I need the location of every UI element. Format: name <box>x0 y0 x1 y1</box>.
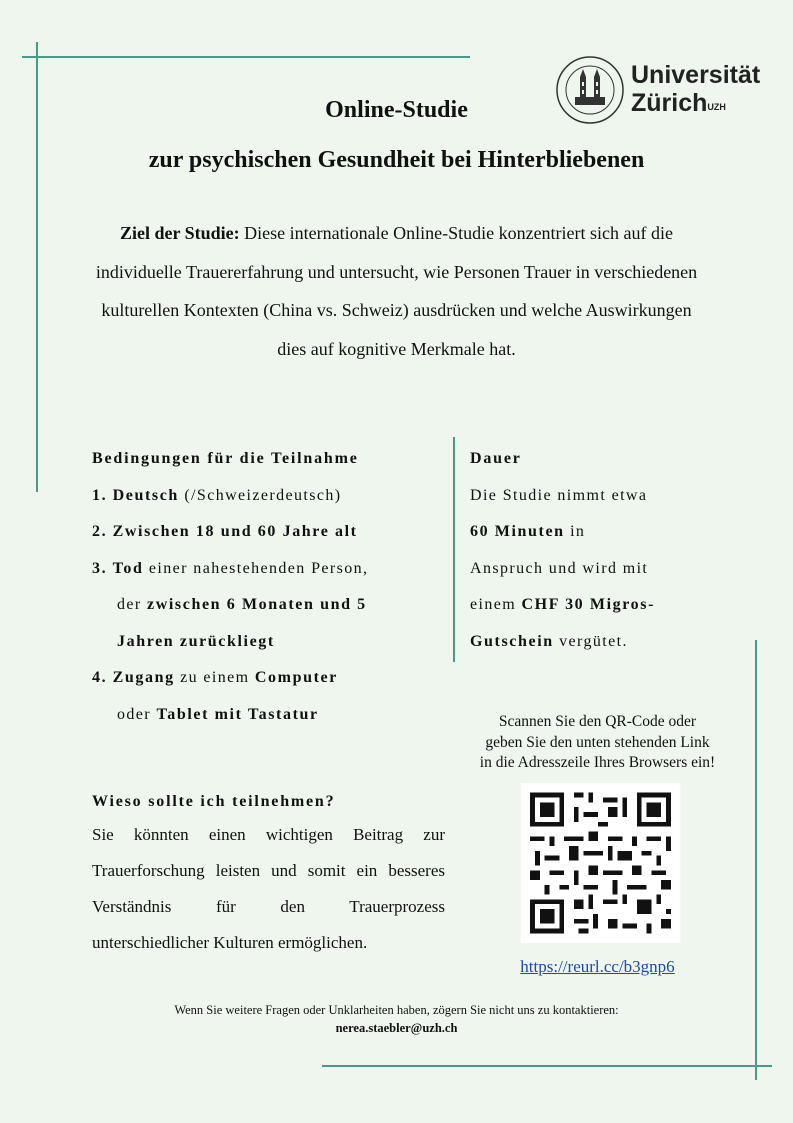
condition-item-4-cont <box>92 697 452 734</box>
condition-3-bold-a: Tod <box>112 559 144 577</box>
condition-4-bold-c: Tablet mit Tastatur <box>156 705 319 723</box>
condition-4-text-b: oder <box>117 705 157 723</box>
condition-item-3-cont <box>92 587 452 624</box>
why-heading: Wieso sollte ich teilnehmen? <box>92 793 336 810</box>
condition-3-bold-b: zwischen 6 Monaten und 5 <box>147 596 367 613</box>
condition-1-text: (/Schweizerdeutsch) <box>178 486 342 504</box>
condition-1-bold: Deutsch <box>112 486 179 504</box>
qr-instructions-line-1: Scannen Sie den QR-Code oder <box>498 713 697 730</box>
duration-line-1: Die Studie nimmt etwa <box>470 486 648 504</box>
column-divider <box>453 437 455 662</box>
university-name-line1: Universität <box>631 61 761 89</box>
duration-heading: Dauer <box>470 450 522 467</box>
condition-4-bold-b: Computer <box>254 669 338 686</box>
conditions-section <box>92 441 452 733</box>
condition-4-bold-a: Zugang <box>112 669 175 686</box>
condition-2-bold: Zwischen 18 und 60 Jahre alt <box>112 523 358 540</box>
condition-3-bold-c: Jahren zurückliegt <box>117 632 275 650</box>
qr-code-icon[interactable] <box>518 783 683 943</box>
why-text: Sie könnten einen wichtigen Beitrag zur Trauerforschung leisten und somit ein besseres Verständnis für den Trauerprozess unterschiedlicher Kulturen ermöglichen. <box>92 825 445 952</box>
footer <box>0 1001 793 1037</box>
conditions-heading: Bedingungen für die Teilnahme <box>92 450 359 467</box>
duration-line-3: Anspruch und wird mit <box>470 559 649 577</box>
condition-4-text-a: zu einem <box>174 669 255 686</box>
contact-email-link[interactable]: nerea.staebler@uzh.ch <box>335 1021 458 1035</box>
page-title: Online-Studie <box>325 97 468 123</box>
duration-voucher-amount: CHF 30 Migros- <box>521 596 655 613</box>
condition-3-text-a: einer nahestehenden Person, <box>143 559 369 577</box>
university-name-sup: UZH <box>707 102 726 112</box>
study-goal <box>95 214 698 368</box>
frame-line-bottom <box>322 1065 772 1067</box>
study-link[interactable]: https://reurl.cc/b3gnp6 <box>520 957 675 976</box>
qr-instructions <box>440 712 755 774</box>
duration-voucher: Gutschein <box>470 632 554 650</box>
condition-3-number: 3. <box>92 559 108 577</box>
condition-item-3-cont2 <box>92 624 452 661</box>
page-subtitle: zur psychischen Gesundheit bei Hinterbliebenen <box>148 147 645 173</box>
duration-section <box>470 441 750 660</box>
condition-item-2 <box>92 514 452 551</box>
condition-1-number: 1. <box>92 486 108 504</box>
university-name-line2: Zürich <box>631 89 708 117</box>
frame-line-top <box>22 56 470 58</box>
study-goal-label: Ziel der Studie: <box>119 223 240 243</box>
qr-instructions-line-2: geben Sie den unten stehenden Link <box>485 733 710 751</box>
duration-line-2 <box>470 514 750 551</box>
duration-minutes: 60 Minuten <box>470 523 565 540</box>
duration-line-2-text: in <box>564 523 586 540</box>
condition-2-number: 2. <box>92 523 108 540</box>
condition-4-number: 4. <box>92 669 108 686</box>
duration-line-4-text: einem <box>470 596 522 613</box>
qr-instructions-line-3: in die Adresszeile Ihres Browsers ein! <box>479 754 716 771</box>
condition-item-3 <box>92 551 452 588</box>
condition-item-1 <box>92 478 452 515</box>
condition-item-4 <box>92 660 452 697</box>
footer-text: Wenn Sie weitere Fragen oder Unklarheiten haben, zögern Sie nicht uns zu kontaktieren: <box>174 1003 619 1017</box>
duration-line-5-text: vergütet. <box>553 632 628 650</box>
study-goal-text: Diese internationale Online-Studie konzentriert sich auf die individuelle Trauererfahrung und untersucht, wie Personen Trauer in verschiedenen kulturellen Kontexten (China vs. Schweiz) ausdrücken und welche Auswirkungen dies auf kognitive Merkmale hat. <box>95 223 698 359</box>
duration-line-4 <box>470 587 750 624</box>
duration-line-5 <box>470 624 750 661</box>
condition-3-text-b: der <box>117 596 148 613</box>
why-section <box>92 790 445 961</box>
